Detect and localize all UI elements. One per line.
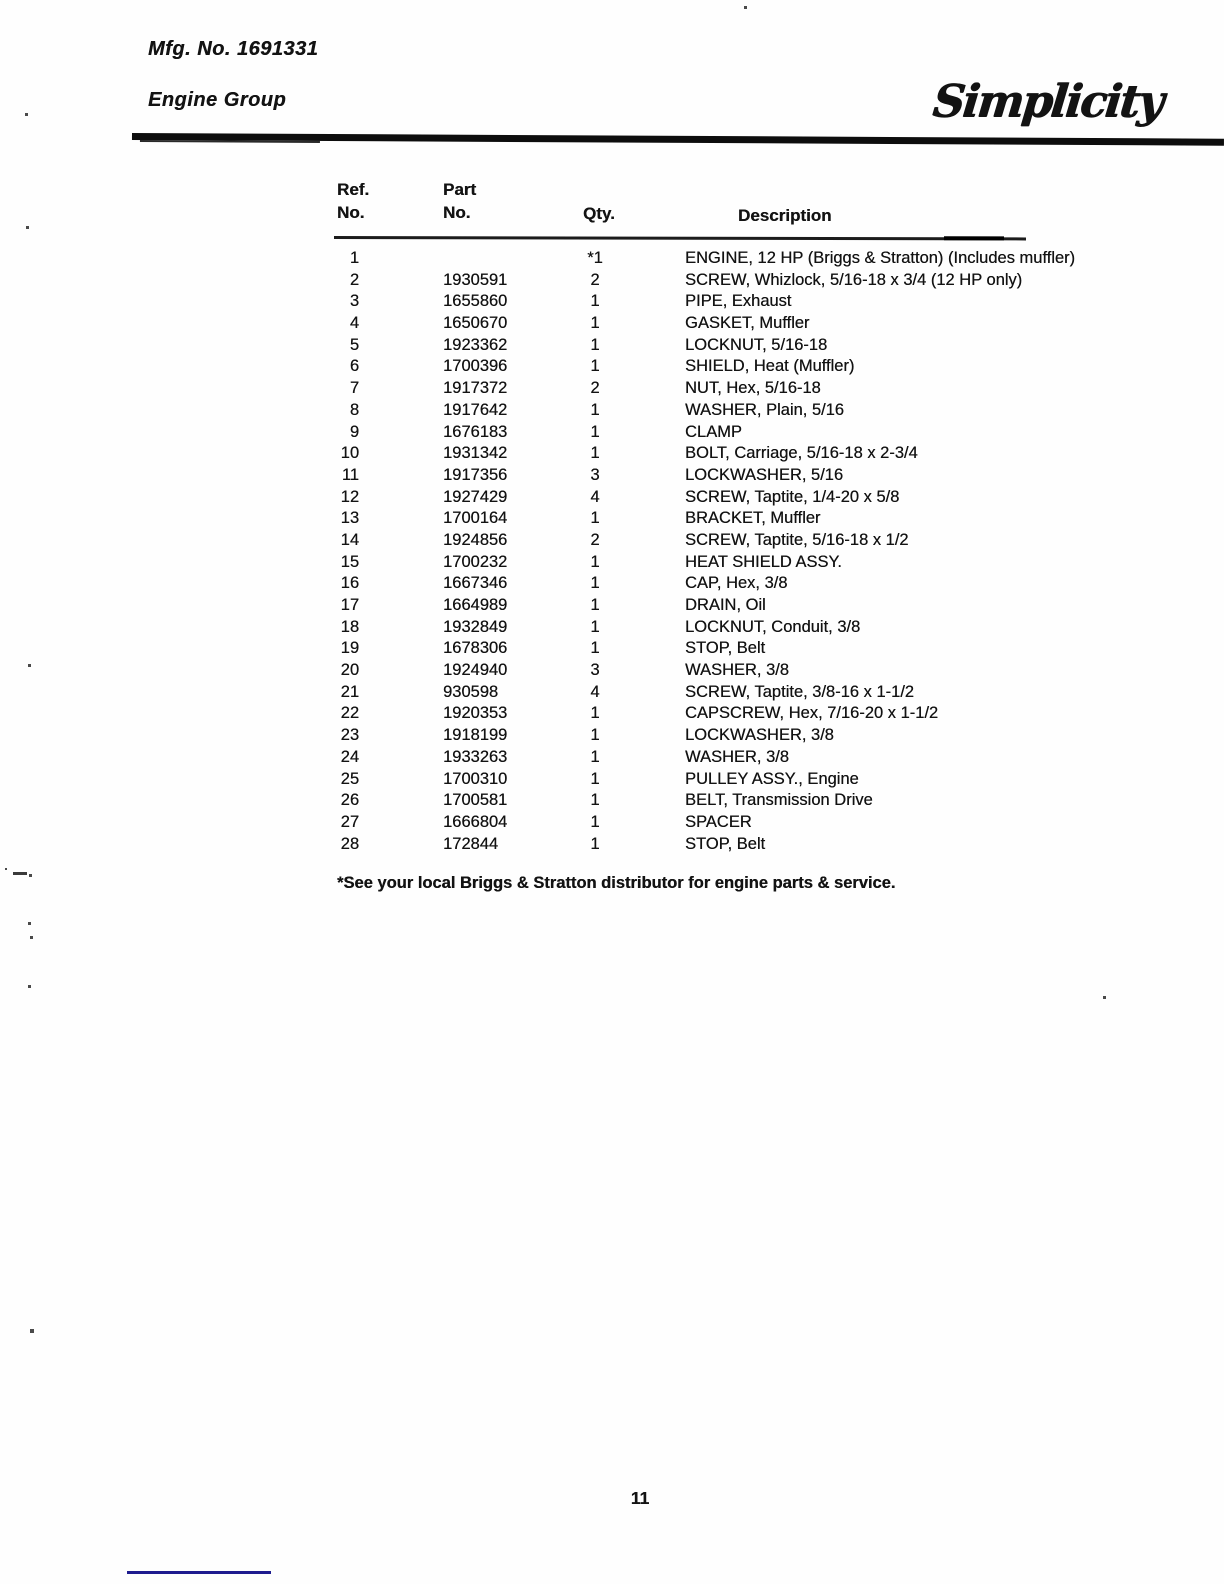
table-row — [337, 443, 1153, 465]
part-no-cell: 1700232 — [443, 552, 508, 571]
ref-no-cell: 1 — [349, 249, 359, 267]
qty-cell: 2 — [590, 270, 600, 289]
table-row — [337, 465, 1153, 487]
part-no-cell: 1700396 — [443, 357, 508, 376]
scan-speck — [28, 664, 31, 667]
description-cell: SCREW, Taptite, 3/8-16 x 1-1/2 — [685, 682, 914, 701]
table-row — [337, 422, 1153, 444]
qty-cell: 1 — [590, 726, 600, 745]
ref-no-cell: 7 — [349, 379, 359, 398]
description-cell: LOCKNUT, Conduit, 3/8 — [685, 617, 861, 636]
ref-no-cell: 28 — [340, 834, 359, 853]
ref-no-cell: 19 — [340, 639, 359, 658]
part-no-cell: 1920353 — [443, 704, 508, 723]
qty-cell: 1 — [590, 422, 600, 441]
ref-no-cell: 9 — [349, 422, 359, 441]
part-no-cell: 1924856 — [443, 530, 508, 549]
part-no-cell: 172844 — [443, 834, 499, 853]
description-cell: WASHER, Plain, 5/16 — [685, 400, 844, 419]
description-cell: BOLT, Carriage, 5/16-18 x 2-3/4 — [685, 444, 918, 463]
description-cell: PULLEY ASSY., Engine — [685, 769, 859, 788]
qty-cell: 3 — [590, 465, 600, 484]
description-cell: LOCKWASHER, 5/16 — [685, 465, 844, 484]
mfg-number: Mfg. No. 1691331 — [148, 38, 319, 60]
ref-no-cell: 16 — [340, 574, 359, 593]
part-no-cell: 1700310 — [443, 769, 508, 788]
part-no-cell: 1700164 — [443, 509, 508, 528]
description-cell: SPACER — [685, 812, 752, 831]
description-cell: CLAMP — [685, 422, 742, 441]
description-cell: STOP, Belt — [685, 639, 766, 658]
qty-cell: 4 — [590, 487, 600, 506]
footer-accent-line — [127, 1571, 271, 1574]
description-cell: DRAIN, Oil — [685, 596, 766, 614]
column-header-part-no — [443, 178, 476, 224]
qty-cell: 2 — [590, 379, 600, 398]
qty-cell: 1 — [590, 357, 600, 376]
qty-cell: 1 — [590, 335, 600, 354]
part-no-cell: 1927429 — [443, 487, 508, 506]
table-row — [337, 335, 1153, 357]
table-header-rule — [334, 236, 1026, 240]
part-no-cell: 1932849 — [443, 617, 508, 636]
description-cell: CAP, Hex, 3/8 — [685, 574, 788, 593]
ref-no-cell: 18 — [340, 617, 359, 636]
ref-no-cell: 22 — [340, 704, 359, 723]
qty-cell: 1 — [590, 747, 600, 766]
description-cell: SCREW, Whizlock, 5/16-18 x 3/4 (12 HP only) — [685, 270, 1023, 289]
table-row — [337, 313, 1153, 335]
column-header-description: Description — [738, 206, 832, 225]
description-cell: SCREW, Taptite, 5/16-18 x 1/2 — [685, 530, 909, 549]
ref-no-cell: 24 — [340, 747, 359, 766]
description-cell: BELT, Transmission Drive — [685, 791, 873, 810]
ref-no-cell: 20 — [340, 661, 359, 680]
ref-no-cell: 23 — [340, 726, 359, 745]
part-no-cell: 1917372 — [443, 379, 508, 398]
scan-speck — [26, 226, 29, 229]
part-no-cell: 1666804 — [443, 812, 508, 831]
table-row — [337, 595, 1153, 617]
ref-no-cell: 25 — [340, 769, 359, 788]
part-no-cell: 1917356 — [443, 465, 508, 484]
description-cell: STOP, Belt — [685, 834, 766, 853]
part-no-cell: 1667346 — [443, 574, 508, 593]
part-no-cell: 1700581 — [443, 791, 508, 810]
ref-no-cell: 27 — [340, 812, 359, 831]
part-no-cell: 1917642 — [443, 400, 508, 419]
ref-no-cell: 15 — [340, 552, 359, 571]
description-cell: GASKET, Muffler — [685, 314, 810, 333]
qty-cell: 1 — [590, 834, 600, 853]
ref-label-line2: No. — [337, 203, 365, 222]
part-no-cell: 1676183 — [443, 422, 508, 441]
qty-cell: 1 — [590, 791, 600, 810]
table-row — [337, 617, 1153, 639]
ref-no-cell: 21 — [340, 682, 359, 701]
column-header-qty: Qty. — [583, 204, 615, 223]
table-row — [337, 573, 1153, 595]
table-row — [337, 378, 1153, 400]
qty-cell: 1 — [590, 552, 600, 571]
description-cell: LOCKWASHER, 3/8 — [685, 726, 834, 745]
part-no-cell: 1655860 — [443, 292, 508, 311]
qty-cell: 1 — [590, 400, 600, 419]
ref-no-cell: 4 — [349, 314, 359, 333]
description-cell: ENGINE, 12 HP (Briggs & Stratton) (Includes muffler) — [685, 249, 1076, 267]
qty-cell: 1 — [590, 769, 600, 788]
qty-cell: 1 — [590, 704, 600, 723]
table-row — [337, 812, 1153, 834]
description-cell: BRACKET, Muffler — [685, 509, 821, 528]
description-cell: WASHER, 3/8 — [685, 661, 789, 680]
scan-speck — [30, 936, 33, 939]
qty-cell: 1 — [590, 292, 600, 311]
table-row — [337, 638, 1153, 660]
header-divider-rule — [132, 133, 1224, 146]
table-row — [337, 400, 1153, 422]
ref-no-cell: 2 — [349, 270, 359, 289]
qty-cell: 1 — [590, 812, 600, 831]
table-row — [337, 725, 1153, 747]
ref-no-cell: 14 — [340, 530, 359, 549]
description-cell: NUT, Hex, 5/16-18 — [685, 379, 821, 398]
ref-no-cell: 11 — [341, 465, 359, 484]
qty-cell: 1 — [590, 574, 600, 593]
ref-no-cell: 6 — [349, 357, 359, 376]
part-no-cell: 1918199 — [443, 726, 508, 745]
table-row — [337, 682, 1153, 704]
qty-cell: 1 — [590, 639, 600, 658]
scan-speck — [744, 6, 747, 9]
engine-parts-footnote: *See your local Briggs & Stratton distributor for engine parts & service. — [337, 874, 896, 892]
scan-speck — [5, 868, 7, 870]
ref-no-cell: 26 — [340, 791, 359, 810]
table-row — [337, 487, 1153, 509]
table-row — [337, 834, 1153, 856]
part-no-cell: 1930591 — [443, 270, 508, 289]
table-row — [337, 769, 1153, 791]
part-no-cell: 1650670 — [443, 314, 508, 333]
table-row — [337, 356, 1153, 378]
part-no-cell: 1931342 — [443, 444, 508, 463]
description-cell: SCREW, Taptite, 1/4-20 x 5/8 — [685, 487, 900, 506]
part-label-line1: Part — [443, 180, 477, 199]
simplicity-logo: Simplicity — [930, 75, 1165, 128]
qty-cell: *1 — [587, 249, 603, 267]
part-label-line2: No. — [443, 203, 471, 222]
part-no-cell: 930598 — [443, 682, 499, 701]
ref-no-cell: 13 — [340, 509, 359, 528]
description-cell: SHIELD, Heat (Muffler) — [685, 357, 855, 376]
ref-no-cell: 10 — [340, 444, 359, 463]
description-cell: PIPE, Exhaust — [685, 292, 792, 311]
description-cell: CAPSCREW, Hex, 7/16-20 x 1-1/2 — [685, 704, 939, 723]
scan-speck — [30, 1329, 34, 1333]
description-cell: WASHER, 3/8 — [685, 747, 789, 766]
qty-cell: 1 — [590, 314, 600, 333]
scan-speck — [25, 113, 28, 116]
table-row — [337, 660, 1153, 682]
column-header-ref-no — [337, 178, 369, 224]
qty-cell: 4 — [590, 682, 600, 701]
qty-cell: 1 — [590, 444, 600, 463]
qty-cell: 3 — [590, 661, 600, 680]
table-row — [337, 552, 1153, 574]
ref-no-cell: 5 — [349, 335, 359, 354]
part-no-cell: 1664989 — [443, 596, 508, 614]
part-no-cell: 1923362 — [443, 335, 508, 354]
section-title: Engine Group — [148, 89, 287, 111]
table-row — [337, 790, 1153, 812]
table-row — [337, 291, 1153, 313]
ref-no-cell: 3 — [349, 292, 359, 311]
scan-speck — [1103, 996, 1106, 999]
parts-table-rows — [337, 248, 1153, 855]
scan-speck — [29, 874, 32, 877]
ref-no-cell: 8 — [349, 400, 359, 419]
part-no-cell: 1933263 — [443, 747, 508, 766]
table-row — [337, 703, 1153, 725]
qty-cell: 1 — [590, 596, 600, 614]
qty-cell: 2 — [590, 530, 600, 549]
qty-cell: 1 — [590, 617, 600, 636]
page-number: 11 — [630, 1488, 650, 1508]
table-row — [337, 270, 1153, 292]
scan-speck — [28, 985, 31, 988]
scan-dash — [13, 872, 27, 875]
table-row — [337, 530, 1153, 552]
ref-no-cell: 17 — [340, 596, 359, 614]
part-no-cell: 1924940 — [443, 661, 508, 680]
table-row — [337, 508, 1153, 530]
qty-cell: 1 — [590, 509, 600, 528]
description-cell: HEAT SHIELD ASSY. — [685, 552, 842, 571]
scan-speck — [28, 922, 31, 925]
description-cell: LOCKNUT, 5/16-18 — [685, 335, 828, 354]
table-row — [337, 248, 1153, 270]
ref-label-line1: Ref. — [337, 180, 370, 199]
table-row — [337, 747, 1153, 769]
ref-no-cell: 12 — [340, 487, 359, 506]
part-no-cell: 1678306 — [443, 639, 508, 658]
